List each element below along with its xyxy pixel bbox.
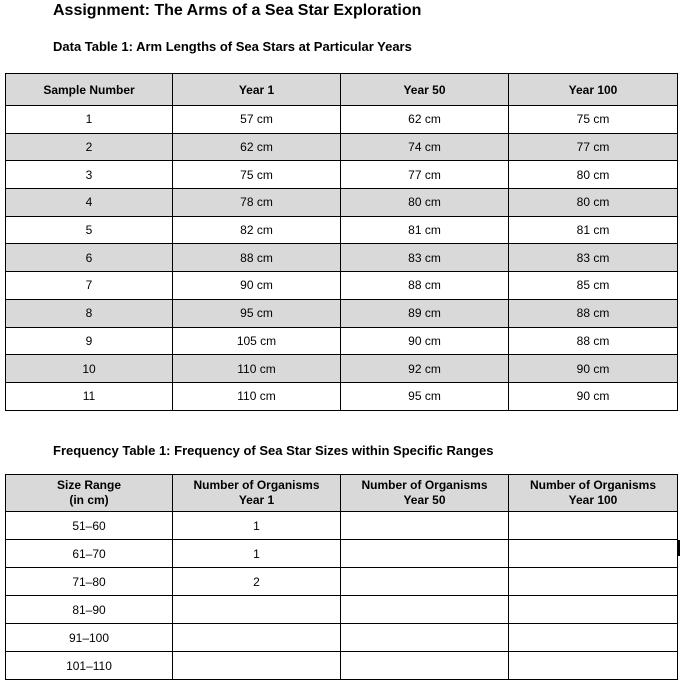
table-cell: 110 cm — [173, 355, 341, 383]
table-row — [6, 133, 678, 161]
table-cell: 75 cm — [509, 106, 678, 134]
table-cell: 4 — [6, 189, 173, 217]
page-title: Assignment: The Arms of a Sea Star Exploration — [53, 2, 422, 19]
table-cell: 85 cm — [509, 272, 678, 300]
size-range-cell: 61–70 — [6, 540, 173, 568]
table-cell: 74 cm — [341, 133, 509, 161]
size-range-cell: 81–90 — [6, 596, 173, 624]
table-row — [6, 272, 678, 300]
table-cell: 8 — [6, 299, 173, 327]
table-cell: 6 — [6, 244, 173, 272]
column-header — [173, 475, 341, 512]
table-cell: 9 — [6, 327, 173, 355]
column-header-line: Year 100 — [568, 493, 618, 507]
table-cell: 105 cm — [173, 327, 341, 355]
column-header-line: Number of Organisms — [529, 478, 657, 492]
column-header: Year 1 — [173, 74, 341, 106]
table-row — [6, 624, 678, 652]
column-header: Sample Number — [6, 74, 173, 106]
table-row — [6, 244, 678, 272]
table-header-row — [6, 475, 678, 512]
table-cell: 1 — [6, 106, 173, 134]
table-cell: 110 cm — [173, 382, 341, 410]
table-cell: 92 cm — [341, 355, 509, 383]
table-row — [6, 652, 678, 680]
column-header — [509, 475, 678, 512]
arm-length-data-table — [5, 73, 678, 411]
table-cell: 90 cm — [509, 355, 678, 383]
table-cell: 88 cm — [509, 299, 678, 327]
column-header-line: (in cm) — [69, 493, 109, 507]
table-cell: 3 — [6, 161, 173, 189]
table-cell: 57 cm — [173, 106, 341, 134]
column-header: Year 100 — [509, 74, 678, 106]
count-cell[interactable] — [341, 624, 509, 652]
column-header — [6, 475, 173, 512]
count-cell[interactable] — [509, 540, 678, 568]
table-row — [6, 568, 678, 596]
table-cell: 82 cm — [173, 216, 341, 244]
table-cell: 90 cm — [173, 272, 341, 300]
count-cell[interactable] — [509, 512, 678, 540]
table-row — [6, 106, 678, 134]
text-cursor-mark — [678, 540, 680, 556]
table-cell: 78 cm — [173, 189, 341, 217]
table-cell: 7 — [6, 272, 173, 300]
size-range-cell: 51–60 — [6, 512, 173, 540]
table-cell: 11 — [6, 382, 173, 410]
data-table-caption: Data Table 1: Arm Lengths of Sea Stars at Particular Years — [53, 39, 412, 54]
table-cell: 75 cm — [173, 161, 341, 189]
table-cell: 83 cm — [341, 244, 509, 272]
table-cell: 88 cm — [173, 244, 341, 272]
count-cell[interactable] — [341, 540, 509, 568]
count-cell[interactable] — [173, 596, 341, 624]
size-range-cell: 101–110 — [6, 652, 173, 680]
count-cell[interactable] — [509, 568, 678, 596]
table-cell: 80 cm — [509, 161, 678, 189]
table-cell: 10 — [6, 355, 173, 383]
table-header-row — [6, 74, 678, 106]
count-cell[interactable] — [173, 624, 341, 652]
column-header: Year 50 — [341, 74, 509, 106]
column-header-line: Year 1 — [238, 493, 275, 507]
column-header-line: Number of Organisms — [193, 478, 320, 492]
count-cell[interactable] — [509, 652, 678, 680]
table-cell: 77 cm — [341, 161, 509, 189]
count-cell[interactable] — [341, 512, 509, 540]
table-cell: 2 — [6, 133, 173, 161]
table-cell: 62 cm — [173, 133, 341, 161]
count-cell[interactable] — [509, 596, 678, 624]
table-cell: 80 cm — [341, 189, 509, 217]
table-row — [6, 382, 678, 410]
count-cell[interactable] — [341, 596, 509, 624]
column-header-line: Year 50 — [403, 493, 446, 507]
column-header-line: Number of Organisms — [361, 478, 488, 492]
count-cell[interactable] — [341, 652, 509, 680]
size-range-cell: 91–100 — [6, 624, 173, 652]
table-row — [6, 512, 678, 540]
frequency-table — [5, 474, 678, 680]
count-cell[interactable]: 2 — [173, 568, 341, 596]
table-cell: 90 cm — [341, 327, 509, 355]
table-cell: 90 cm — [509, 382, 678, 410]
table-cell: 81 cm — [509, 216, 678, 244]
table-row — [6, 355, 678, 383]
frequency-table-caption: Frequency Table 1: Frequency of Sea Star Sizes within Specific Ranges — [53, 443, 494, 458]
table-cell: 95 cm — [173, 299, 341, 327]
size-range-cell: 71–80 — [6, 568, 173, 596]
table-row — [6, 540, 678, 568]
table-cell: 80 cm — [509, 189, 678, 217]
table-cell: 83 cm — [509, 244, 678, 272]
count-cell[interactable] — [341, 568, 509, 596]
table-row — [6, 189, 678, 217]
table-row — [6, 596, 678, 624]
table-cell: 89 cm — [341, 299, 509, 327]
count-cell[interactable]: 1 — [173, 540, 341, 568]
table-cell: 62 cm — [341, 106, 509, 134]
table-cell: 88 cm — [509, 327, 678, 355]
table-row — [6, 216, 678, 244]
table-cell: 88 cm — [341, 272, 509, 300]
table-cell: 81 cm — [341, 216, 509, 244]
count-cell[interactable]: 1 — [173, 512, 341, 540]
count-cell[interactable] — [509, 624, 678, 652]
table-row — [6, 327, 678, 355]
column-header — [341, 475, 509, 512]
table-row — [6, 161, 678, 189]
count-cell[interactable] — [173, 652, 341, 680]
column-header-line: Size Range — [56, 478, 122, 492]
table-cell: 5 — [6, 216, 173, 244]
table-row — [6, 299, 678, 327]
table-cell: 95 cm — [341, 382, 509, 410]
table-cell: 77 cm — [509, 133, 678, 161]
